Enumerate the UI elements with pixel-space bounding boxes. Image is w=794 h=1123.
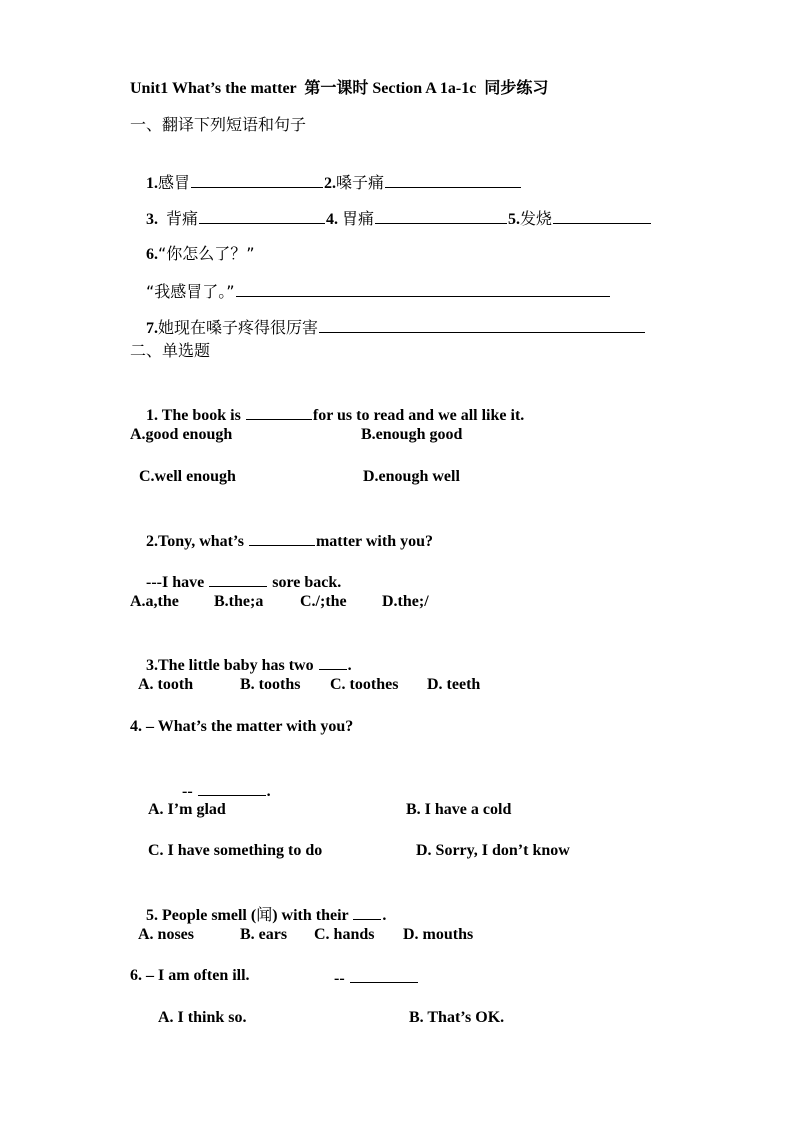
q2-stem-start: 2.Tony, what’s (146, 533, 248, 550)
q1-option-a[interactable]: A.good enough (130, 426, 233, 443)
q1-stem-start: 1. The book is (146, 407, 245, 424)
q5-stem-end: . (382, 907, 387, 924)
q4-reply-end: . (266, 783, 271, 800)
q2-stem-end: matter with you? (315, 533, 433, 550)
item-6-text: “你怎么了？” (158, 244, 255, 263)
q6-reply (334, 966, 419, 989)
q2-option-d[interactable]: D.the;/ (382, 593, 429, 610)
q5-option-c[interactable]: C. hands (314, 926, 375, 943)
q2-option-b[interactable]: B.the;a (214, 593, 264, 610)
q4-option-b[interactable]: B. I have a cold (406, 801, 512, 818)
q5-blank[interactable] (353, 903, 381, 920)
q2-blank-2[interactable] (209, 570, 267, 587)
item-7-text: 她现在嗓子疼得很厉害 (158, 318, 319, 337)
q3-option-b[interactable]: B. tooths (240, 676, 301, 693)
item-3-blank[interactable] (199, 207, 325, 224)
q6-option-b[interactable]: B. That’s OK. (409, 1009, 505, 1026)
q2-option-a[interactable]: A.a,the (130, 593, 179, 610)
q5-cjk-gloss: 闻 (256, 905, 273, 924)
question-4: 4. – What’s the matter with you? (130, 718, 354, 735)
item-6-num: 6. (146, 246, 158, 263)
item-2-text: 嗓子痛 (336, 173, 385, 192)
item-5-num: 5. (508, 211, 521, 228)
q2-reply-start: ---I have (146, 574, 209, 591)
page-title: Unit1 What’s the matter 第一课时 Section A 1a-1c 同步练习 (130, 80, 549, 97)
q5-option-a[interactable]: A. noses (138, 926, 195, 943)
q5-stem-mid: ) with their (272, 907, 353, 924)
q4-option-c[interactable]: C. I have something to do (148, 842, 323, 859)
q6-blank[interactable] (350, 966, 418, 983)
item-3-text: 背痛 (166, 209, 199, 228)
q3-option-c[interactable]: C. toothes (330, 676, 399, 693)
q3-option-a[interactable]: A. tooth (138, 676, 194, 693)
q4-blank[interactable] (198, 779, 266, 796)
q6-option-a[interactable]: A. I think so. (158, 1009, 247, 1026)
item-6-blank[interactable] (236, 280, 610, 297)
q5-option-d[interactable]: D. mouths (403, 926, 474, 943)
q5-option-b[interactable]: B. ears (240, 926, 288, 943)
q1-option-c[interactable]: C.well enough (139, 468, 236, 485)
q3-stem-start: 3.The little baby has two (146, 657, 318, 674)
q6-reply-dash: -- (334, 970, 349, 987)
q5-stem-start: 5. People smell ( (146, 907, 257, 924)
q2-blank-1[interactable] (249, 529, 315, 546)
item-1-text: 感冒 (158, 173, 191, 192)
q6-stem: 6. – I am often ill. (130, 967, 250, 984)
q3-stem-end: . (347, 657, 352, 674)
item-1-num: 1. (146, 175, 158, 192)
q4-reply-dash: -- (182, 783, 197, 800)
q1-stem-end: for us to read and we all like it. (312, 407, 525, 424)
q4-option-d[interactable]: D. Sorry, I don’t know (416, 842, 570, 859)
q2-option-c[interactable]: C./;the (300, 593, 347, 610)
item-4-num: 4. (326, 211, 343, 228)
q4-option-a[interactable]: A. I’m glad (148, 801, 226, 818)
item-3-num: 3. (146, 211, 166, 228)
q1-blank[interactable] (246, 403, 312, 420)
item-2-num: 2. (324, 175, 337, 192)
item-4-blank[interactable] (375, 207, 507, 224)
item-5-blank[interactable] (553, 207, 651, 224)
q6-options (130, 1008, 630, 1088)
q3-option-d[interactable]: D. teeth (427, 676, 481, 693)
item-7-num: 7. (146, 320, 158, 337)
q3-blank[interactable] (319, 653, 347, 670)
item-5-text: 发烧 (520, 209, 553, 228)
item-6b-text: “我感冒了。” (146, 282, 235, 301)
item-7-blank[interactable] (319, 316, 645, 333)
q1-option-b[interactable]: B.enough good (361, 426, 463, 443)
item-4-text: 胃痛 (342, 209, 375, 228)
item-2-blank[interactable] (385, 171, 521, 188)
item-1-blank[interactable] (191, 171, 323, 188)
section1-heading: 一、翻译下列短语和句子 (130, 115, 307, 134)
q2-reply-end: sore back. (268, 574, 342, 591)
section2-heading: 二、单选题 (130, 341, 211, 360)
q1-option-d[interactable]: D.enough well (363, 468, 460, 485)
